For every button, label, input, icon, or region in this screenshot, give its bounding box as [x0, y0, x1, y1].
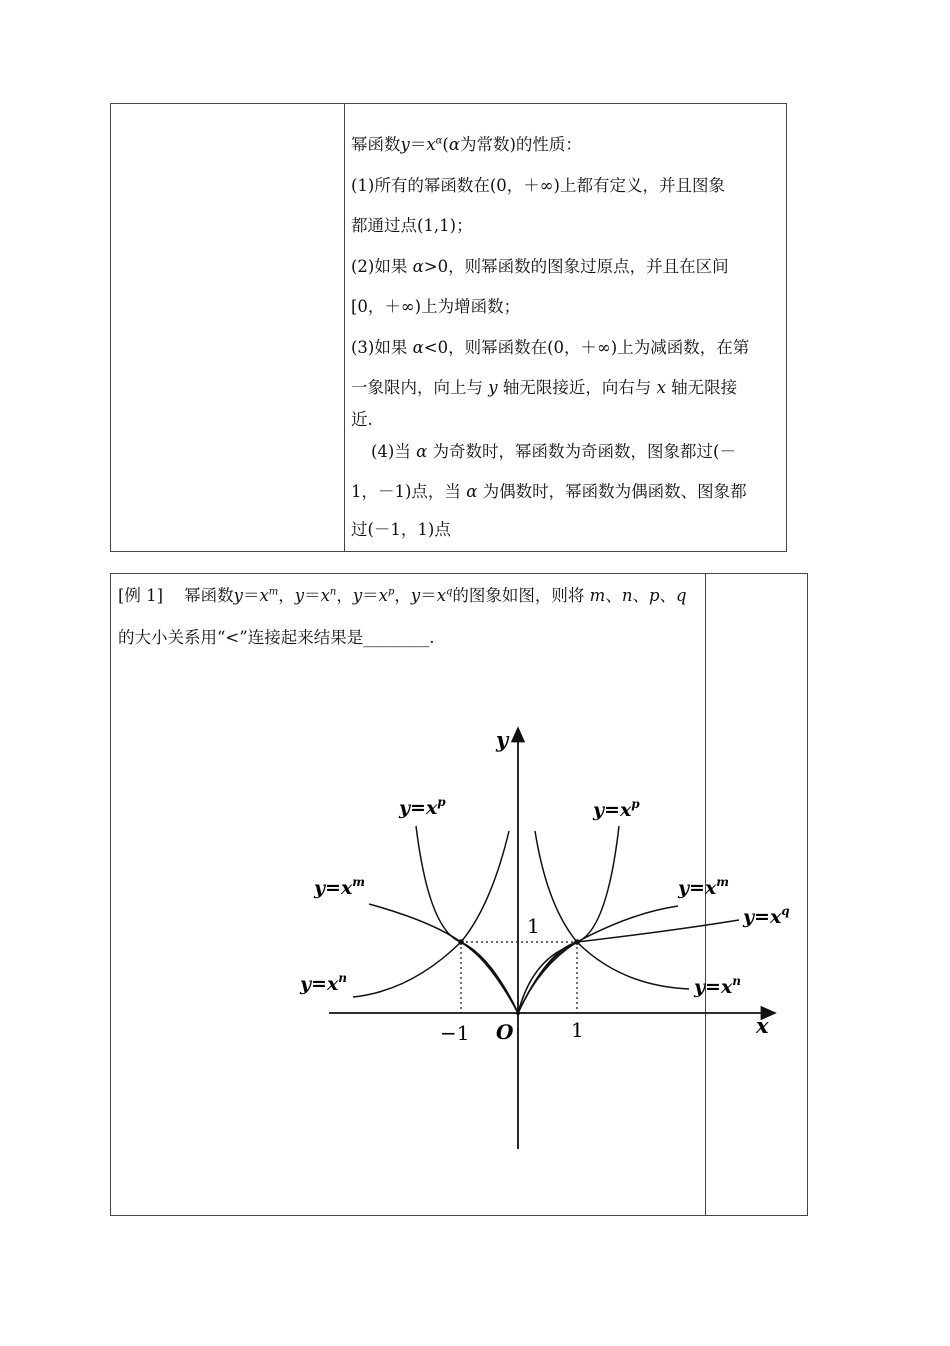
origin-label: O: [496, 1020, 514, 1044]
property-3-line-1: (3)如果 α<0，则幂函数在(0，＋∞)上为减函数，在第: [351, 338, 750, 357]
label-m-right: $y=x^m$: [678, 875, 729, 899]
tick-label-1: 1: [571, 1018, 584, 1042]
power-function-graph: [211, 717, 790, 1157]
label-p-right: $y=x^p$: [593, 797, 640, 821]
curve-n-right: [535, 831, 689, 989]
property-1-line-1: (1)所有的幂函数在(0，＋∞)上都有定义，并且图象: [351, 176, 725, 195]
curve-inner-left: [461, 942, 518, 1013]
axis-x-label: x: [756, 1013, 769, 1038]
property-3-line-2: 一象限内，向上与 y 轴无限接近，向右与 x 轴无限接: [351, 378, 738, 397]
point-1-1: [574, 939, 580, 945]
property-4-line-1: (4)当 α 为奇数时，幂函数为奇函数，图象都过(－: [371, 442, 736, 461]
tick-label-neg1: −1: [440, 1021, 470, 1045]
label-p-left: $y=x^p$: [399, 795, 446, 819]
properties-title: 幂函数$y=x^\alpha(\alpha$为常数)的性质：: [351, 135, 582, 154]
label-n-right: $y=x^n$: [694, 974, 742, 998]
example-question-line-2: 的大小关系用“<”连接起来结果是________.: [118, 628, 435, 647]
point-origin: [516, 1011, 520, 1015]
example-table: [110, 573, 808, 1216]
properties-cell-divider: [344, 104, 345, 551]
property-4-line-3: 过(－1，1)点: [351, 520, 451, 539]
property-1-line-2: 都通过点(1,1)；: [351, 216, 473, 235]
property-2-line-2: [0，＋∞)上为增函数；: [351, 297, 521, 316]
label-n-left: $y=x^n$: [300, 971, 348, 995]
curve-n-left: [353, 831, 509, 997]
property-3-line-3: 近.: [351, 410, 373, 429]
curve-inner-right: [518, 942, 577, 1013]
label-q: $y=x^q$: [743, 904, 790, 928]
point-neg1-1: [458, 939, 464, 945]
curve-q: [518, 920, 742, 1013]
label-m-left: $y=x^m$: [314, 875, 365, 899]
axis-y-label: y: [496, 727, 509, 752]
property-2-line-1: (2)如果 α>0，则幂函数的图象过原点，并且在区间: [351, 257, 729, 276]
tick-label-y1: 1: [527, 914, 540, 938]
properties-table: [110, 103, 787, 552]
example-question-line-1: [例 1] 幂函数$y=x^m$，$y=x^n$，$y=x^p$，$y=x^q$的图象如图，则将 m、n、p、q: [118, 586, 687, 605]
property-4-line-2: 1，－1)点，当 α 为偶数时，幂函数为偶函数、图象都: [351, 482, 747, 501]
